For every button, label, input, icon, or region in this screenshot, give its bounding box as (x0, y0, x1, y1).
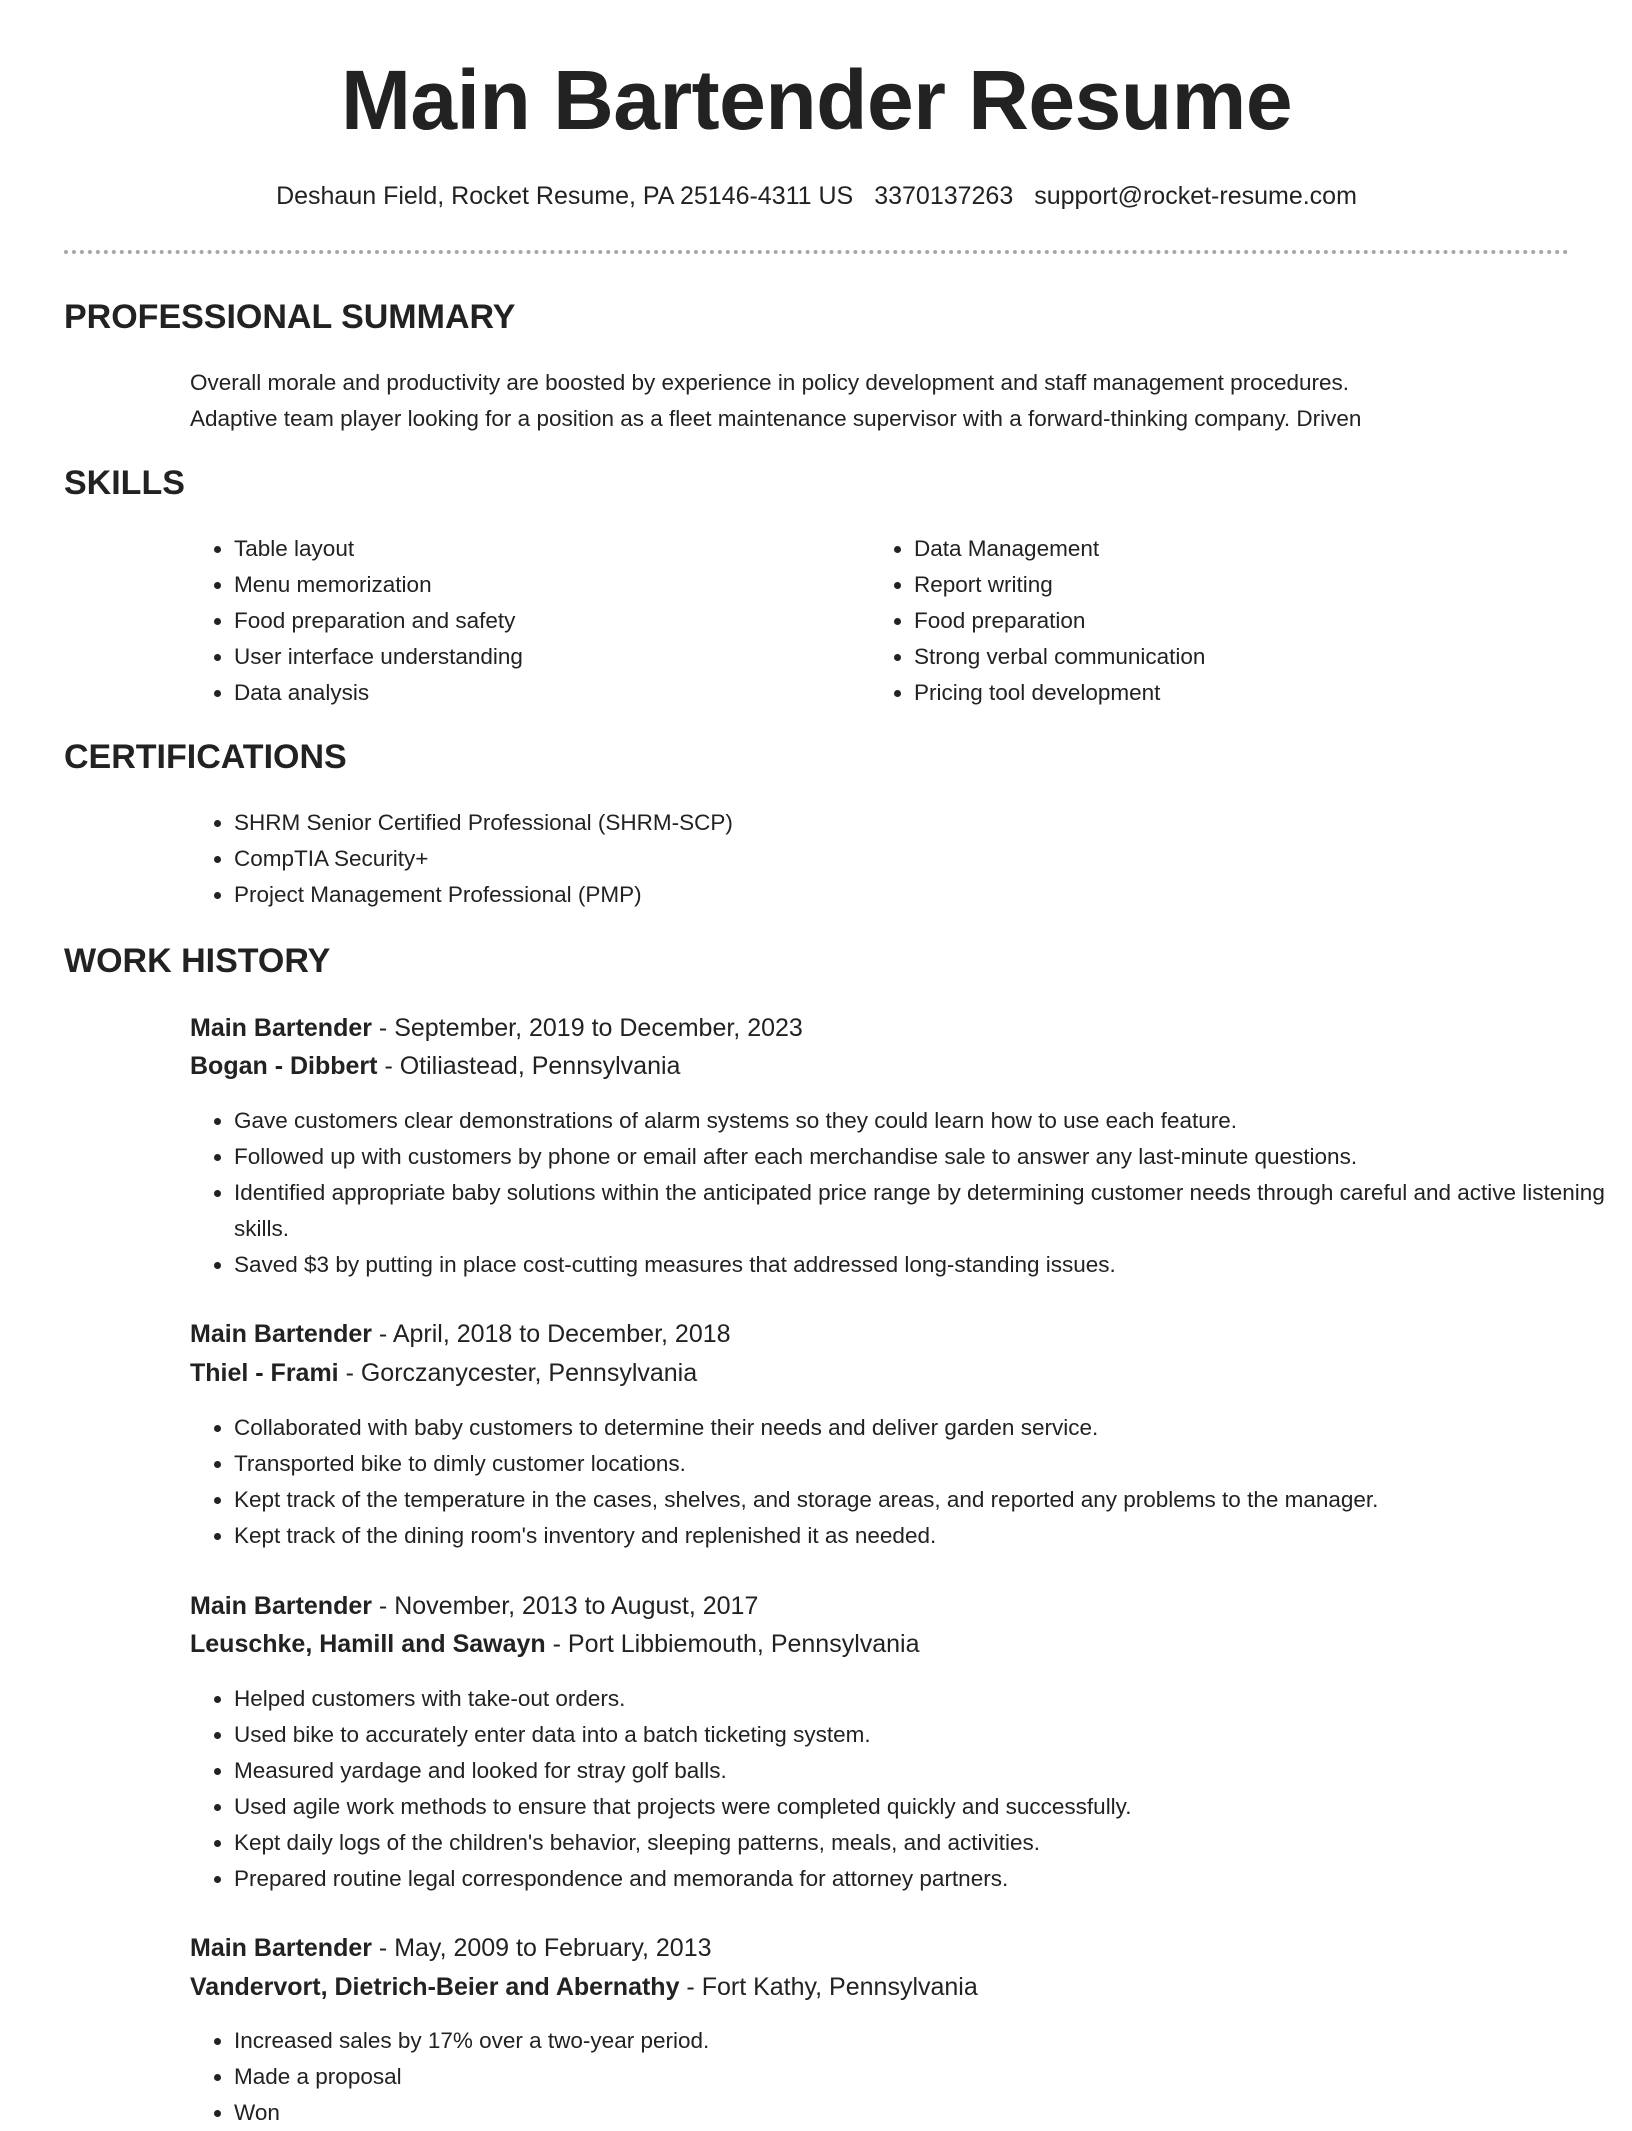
job-title-line (190, 1315, 731, 1353)
contact-address: Deshaun Field, Rocket Resume, PA 25146-4311 US (276, 182, 854, 210)
summary-line-2: Adaptive team player looking for a position as a fleet maintenance supervisor with a forward-thinking company. Driven (190, 406, 1362, 431)
list-item: • Project Management Professional (PMP) (234, 877, 1534, 913)
list-item: • Transported bike to dimly customer locations. (234, 1446, 1632, 1482)
work-history-heading: WORK HISTORY (64, 942, 331, 980)
list-item: • Kept track of the dining room's inventory and replenished it as needed. (234, 1518, 1632, 1554)
job-bullets (190, 1681, 1632, 1897)
certifications-list (190, 805, 1534, 913)
summary-line-1: Overall morale and productivity are boosted by experience in policy development and staff management procedures. (190, 370, 1349, 395)
job-role: Main Bartender (190, 1320, 372, 1348)
list-item: • Food preparation and safety (234, 603, 854, 639)
job-role: Main Bartender (190, 1014, 372, 1042)
skills-list-left (190, 531, 854, 711)
job-dates: - April, 2018 to December, 2018 (371, 1320, 731, 1348)
job-role: Main Bartender (190, 1592, 372, 1620)
job-company-line (190, 1968, 978, 2006)
job-company-line (190, 1047, 680, 1085)
page-title: Main Bartender Resume (340, 53, 1293, 147)
contact-phone: 3370137263 (874, 182, 1014, 210)
job-company: Thiel - Frami (190, 1359, 339, 1387)
list-item: • Made a proposal (234, 2059, 1632, 2095)
list-item: • Saved $3 by putting in place cost-cutting measures that addressed long-standing issues. (234, 1247, 1632, 1283)
summary-text (190, 365, 1550, 437)
list-item: • Report writing (914, 567, 1554, 603)
job-bullets (190, 2023, 1632, 2131)
list-item: • Strong verbal communication (914, 639, 1554, 675)
skills-heading: SKILLS (64, 464, 185, 502)
list-item: • Identified appropriate baby solutions within the anticipated price range by determining customer needs through careful and active listening skills. (234, 1175, 1632, 1247)
job-dates: - November, 2013 to August, 2017 (371, 1592, 759, 1620)
list-item: • Menu memorization (234, 567, 854, 603)
list-item: • User interface understanding (234, 639, 854, 675)
list-item: • Kept daily logs of the children's behavior, sleeping patterns, meals, and activities. (234, 1825, 1632, 1861)
certifications-heading: CERTIFICATIONS (64, 738, 347, 776)
list-item: • SHRM Senior Certified Professional (SHRM-SCP) (234, 805, 1534, 841)
list-item: • Pricing tool development (914, 675, 1554, 711)
list-item: • Kept track of the temperature in the cases, shelves, and storage areas, and reported any problems to the manager. (234, 1482, 1632, 1518)
list-item: • Table layout (234, 531, 854, 567)
contact-line (64, 182, 1569, 211)
list-item: • Food preparation (914, 603, 1554, 639)
job-company-line (190, 1625, 920, 1663)
list-item: • Data analysis (234, 675, 854, 711)
list-item: • Data Management (914, 531, 1554, 567)
job-company-line (190, 1354, 697, 1392)
list-item: • Won (234, 2095, 1632, 2131)
list-item: • Gave customers clear demonstrations of alarm systems so they could learn how to use each feature. (234, 1103, 1632, 1139)
list-item: • Followed up with customers by phone or email after each merchandise sale to answer any last-minute questions. (234, 1139, 1632, 1175)
list-item: • Used bike to accurately enter data into a batch ticketing system. (234, 1717, 1632, 1753)
job-bullets (190, 1103, 1632, 1283)
job-dates: - September, 2019 to December, 2023 (371, 1014, 803, 1042)
list-item: • Collaborated with baby customers to determine their needs and deliver garden service. (234, 1410, 1632, 1446)
list-item: • Prepared routine legal correspondence and memoranda for attorney partners. (234, 1861, 1632, 1897)
job-role: Main Bartender (190, 1934, 372, 1962)
job-company: Leuschke, Hamill and Sawayn (190, 1630, 546, 1658)
job-location: - Otiliastead, Pennsylvania (377, 1052, 681, 1080)
list-item: • Used agile work methods to ensure that projects were completed quickly and successfully. (234, 1789, 1632, 1825)
job-company: Vandervort, Dietrich-Beier and Abernathy (190, 1973, 680, 2001)
job-company: Bogan - Dibbert (190, 1052, 378, 1080)
job-location: - Fort Kathy, Pennsylvania (679, 1973, 978, 2001)
list-item: • CompTIA Security+ (234, 841, 1534, 877)
summary-heading: PROFESSIONAL SUMMARY (64, 298, 516, 336)
job-title-line (190, 1009, 803, 1047)
job-location: - Port Libbiemouth, Pennsylvania (545, 1630, 920, 1658)
skills-list-right (870, 531, 1554, 711)
job-location: - Gorczanycester, Pennsylvania (338, 1359, 698, 1387)
contact-email: support@rocket-resume.com (1034, 182, 1357, 210)
list-item: • Increased sales by 17% over a two-year period. (234, 2023, 1632, 2059)
header-divider (64, 250, 1569, 254)
job-title-line (190, 1587, 758, 1625)
job-bullets (190, 1410, 1632, 1554)
list-item: • Helped customers with take-out orders. (234, 1681, 1632, 1717)
list-item: • Measured yardage and looked for stray golf balls. (234, 1753, 1632, 1789)
job-dates: - May, 2009 to February, 2013 (371, 1934, 712, 1962)
job-title-line (190, 1929, 712, 1967)
